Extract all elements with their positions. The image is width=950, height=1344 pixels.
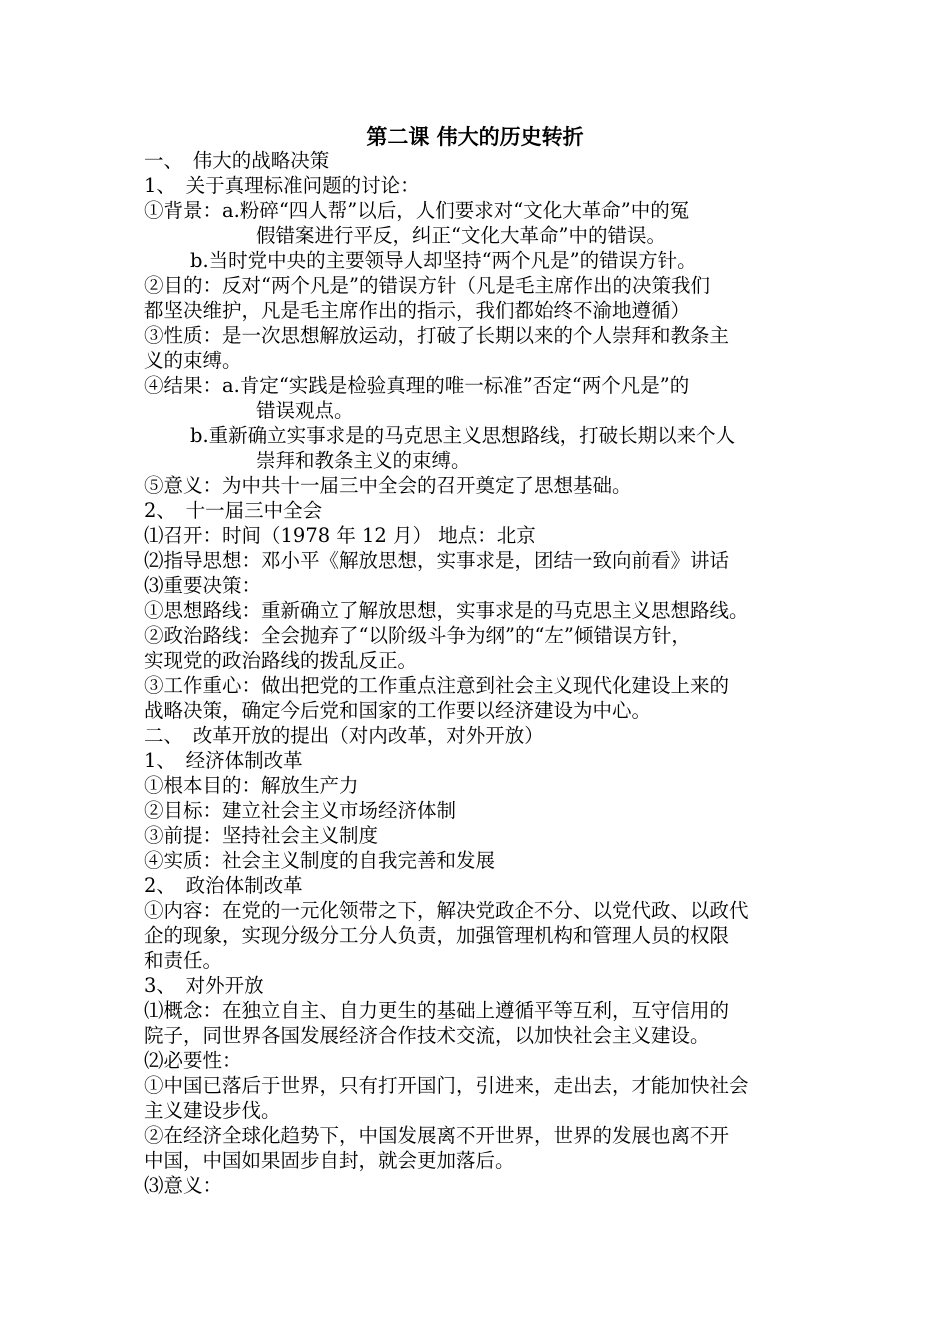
text-line: ④实质：社会主义制度的自我完善和发展 bbox=[144, 849, 496, 872]
text-line: 义的束缚。 bbox=[144, 349, 242, 372]
text-line: 中国，中国如果固步自封，就会更加落后。 bbox=[144, 1149, 515, 1172]
text-line: ②目的：反对“两个凡是”的错误方针（凡是毛主席作出的决策我们 bbox=[144, 274, 710, 297]
subsection-heading-1-1: 1、 关于真理标准问题的讨论： bbox=[144, 174, 420, 197]
text-line: 院子，同世界各国发展经济合作技术交流，以加快社会主义建设。 bbox=[144, 1024, 710, 1047]
text-line: ②目标：建立社会主义市场经济体制 bbox=[144, 799, 457, 822]
text-line: ⑵必要性： bbox=[144, 1049, 242, 1072]
text-line: ⑶重要决策： bbox=[144, 574, 262, 597]
text-line: ⑤意义：为中共十一届三中全会的召开奠定了思想基础。 bbox=[144, 474, 632, 497]
text-line: ④结果：a.肯定“实践是检验真理的唯一标准”否定“两个凡是”的 bbox=[144, 374, 690, 397]
text-line: ③性质：是一次思想解放运动，打破了长期以来的个人崇拜和教条主 bbox=[144, 324, 730, 347]
section-heading-2: 二、 改革开放的提出（对内改革，对外开放） bbox=[144, 724, 544, 747]
text-line: 企的现象，实现分级分工分人负责，加强管理机构和管理人员的权限 bbox=[144, 924, 730, 947]
text-line: 主义建设步伐。 bbox=[144, 1099, 281, 1122]
text-line: b.重新确立实事求是的马克思主义思想路线，打破长期以来个人 bbox=[190, 424, 736, 447]
text-line: ②政治路线：全会抛弃了“以阶级斗争为纲”的“左”倾错误方针， bbox=[144, 624, 691, 647]
subsection-heading-2-2: 2、 政治体制改革 bbox=[144, 874, 303, 897]
text-line: ⑶意义： bbox=[144, 1174, 223, 1197]
text-line: ②在经济全球化趋势下，中国发展离不开世界，世界的发展也离不开 bbox=[144, 1124, 730, 1147]
text-line: ⑴概念：在独立自主、自力更生的基础上遵循平等互利，互守信用的 bbox=[144, 999, 730, 1022]
text-line: 实现党的政治路线的拨乱反正。 bbox=[144, 649, 418, 672]
text-line: ①根本目的：解放生产力 bbox=[144, 774, 359, 797]
text-line: ①中国已落后于世界，只有打开国门，引进来，走出去，才能加快社会 bbox=[144, 1074, 749, 1097]
text-line: b.当时党中央的主要领导人却坚持“两个凡是”的错误方针。 bbox=[190, 249, 697, 272]
text-line: ⑴召开：时间（1978 年 12 月） 地点：北京 bbox=[144, 524, 536, 547]
text-line: ③工作重心：做出把党的工作重点注意到社会主义现代化建设上来的 bbox=[144, 674, 730, 697]
text-line: 战略决策，确定今后党和国家的工作要以经济建设为中心。 bbox=[144, 699, 652, 722]
section-heading-1: 一、 伟大的战略决策 bbox=[144, 149, 330, 172]
subsection-heading-1-2: 2、 十一届三中全会 bbox=[144, 499, 323, 522]
text-line: ①背景：a.粉碎“四人帮”以后，人们要求对“文化大革命”中的冤 bbox=[144, 199, 690, 222]
text-line: ①内容：在党的一元化领带之下，解决党政企不分、以党代政、以政代 bbox=[144, 899, 749, 922]
subsection-heading-2-3: 3、 对外开放 bbox=[144, 974, 264, 997]
subsection-heading-2-1: 1、 经济体制改革 bbox=[144, 749, 303, 772]
text-line: 都坚决维护，凡是毛主席作出的指示，我们都始终不渝地遵循） bbox=[144, 299, 691, 322]
text-line: ③前提：坚持社会主义制度 bbox=[144, 824, 379, 847]
text-line: ⑵指导思想：邓小平《解放思想，实事求是，团结一致向前看》讲话 bbox=[144, 549, 730, 572]
text-line: 和责任。 bbox=[144, 949, 223, 972]
text-line: 错误观点。 bbox=[256, 399, 354, 422]
text-line: ①思想路线：重新确立了解放思想，实事求是的马克思主义思想路线。 bbox=[144, 599, 749, 622]
page-title: 第二课 伟大的历史转折 bbox=[366, 124, 584, 149]
text-line: 崇拜和教条主义的束缚。 bbox=[256, 449, 471, 472]
text-line: 假错案进行平反，纠正“文化大革命”中的错误。 bbox=[256, 224, 666, 247]
